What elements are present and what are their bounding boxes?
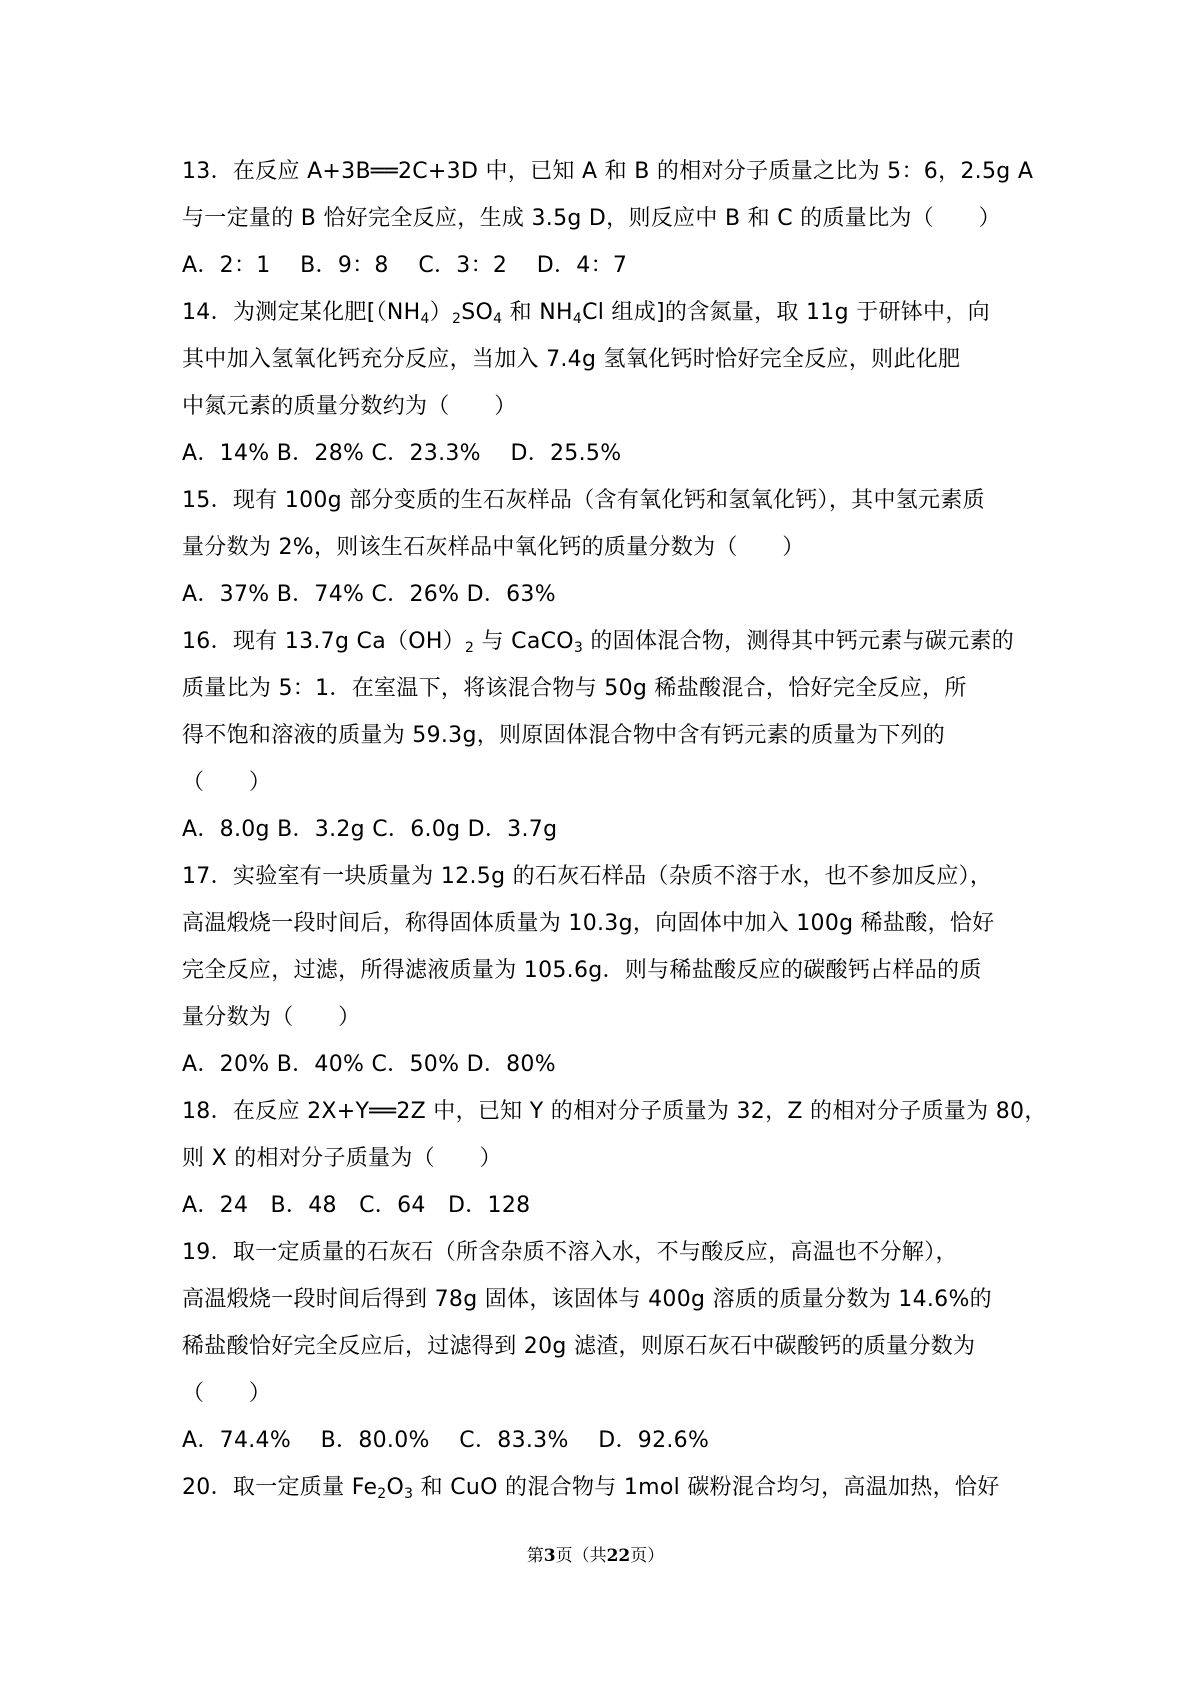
question-list [182, 148, 1047, 1511]
question-text-line: （ ） [182, 1381, 272, 1406]
question-19 [182, 1229, 1027, 1464]
answer-options: A．20% B．40% C．50% D．80% [182, 1052, 556, 1077]
question-14 [182, 289, 1027, 477]
question-text-line: 15．现有 100g 部分变质的生石灰样品（含有氧化钙和氢氧化钙），其中氢元素质 [182, 488, 985, 513]
footer-page-number: 3 [543, 1546, 556, 1566]
question-text-line: 14．为测定某化肥[$(NH_4)_2SO_4$ 和 $NH_4Cl$ 组成]的含氮量，取 11g 于研钵中，向 [182, 300, 990, 327]
question-text-line: 17．实验室有一块质量为 12.5g 的石灰石样品（杂质不溶于水，也不参加反应）， [182, 864, 993, 889]
footer-total-pages: 22 [606, 1546, 631, 1566]
question-text-line: 高温煅烧一段时间后得到 78g 固体，该固体与 400g 溶质的质量分数为 14.6%的 [182, 1287, 992, 1312]
question-text-line: 稀盐酸恰好完全反应后，过滤得到 20g 滤渣，则原石灰石中碳酸钙的质量分数为 [182, 1334, 976, 1359]
footer-suffix: 页） [630, 1546, 665, 1566]
question-text-line: 13．在反应 A+3B══2C+3D 中，已知 A 和 B 的相对分子质量之比为 5：6，2.5g A [182, 159, 1034, 184]
question-15 [182, 477, 1027, 618]
question-text-line: 完全反应，过滤，所得滤液质量为 105.6g．则与稀盐酸反应的碳酸钙占样品的质 [182, 958, 982, 983]
question-16 [182, 618, 1027, 853]
answer-options: A．74.4% B．80.0% C．83.3% D．92.6% [182, 1428, 710, 1453]
question-17 [182, 853, 1027, 1088]
question-text-line: 20．取一定质量 $Fe_2O_3$ 和 CuO 的混合物与 1mol 碳粉混合均匀，高温加热，恰好 [182, 1475, 1000, 1502]
question-text-line: 得不饱和溶液的质量为 59.3g，则原固体混合物中含有钙元素的质量为下列的 [182, 723, 946, 748]
question-text-line: 18．在反应 2X+Y══2Z 中，已知 Y 的相对分子质量为 32，Z 的相对分子质量为 80， [182, 1099, 1047, 1124]
question-text-line: 量分数为 2%，则该生石灰样品中氧化钙的质量分数为（ ） [182, 535, 805, 560]
question-text-line: 则 X 的相对分子质量为（ ） [182, 1146, 502, 1171]
question-18 [182, 1088, 1047, 1229]
question-13 [182, 148, 1034, 289]
question-text-line: 19．取一定质量的石灰石（所含杂质不溶入水，不与酸反应，高温也不分解）， [182, 1240, 958, 1265]
answer-options: A．14% B．28% C．23.3% D．25.5% [182, 441, 622, 466]
footer-mid: 页（共 [555, 1546, 607, 1566]
footer-prefix: 第 [526, 1546, 544, 1566]
question-text-line: （ ） [182, 770, 272, 795]
question-text-line: 量分数为（ ） [182, 1005, 361, 1030]
answer-options: A．37% B．74% C．26% D．63% [182, 582, 556, 607]
answer-options: A．8.0g B．3.2g C．6.0g D．3.7g [182, 817, 558, 842]
answer-options: A．2：1 B．9：8 C．3：2 D．4：7 [182, 253, 628, 278]
question-text-line: 中氮元素的质量分数约为（ ） [182, 394, 517, 419]
question-text-line: 其中加入氢氧化钙充分反应，当加入 7.4g 氢氧化钙时恰好完全反应，则此化肥 [182, 347, 961, 372]
question-text-line: 高温煅烧一段时间后，称得固体质量为 10.3g，向固体中加入 100g 稀盐酸，恰好 [182, 911, 995, 936]
question-text-line: 与一定量的 B 恰好完全反应，生成 3.5g D，则反应中 B 和 C 的质量比为（ ） [182, 206, 1001, 231]
question-text-line: 16．现有 13.7g $Ca(OH)_2$ 与 CaCO$_3$ 的固体混合物，测得其中钙元素与碳元素的 [182, 629, 1015, 656]
question-text-line: 质量比为 5：1．在室温下，将该混合物与 50g 稀盐酸混合，恰好完全反应，所 [182, 676, 967, 701]
page-footer [0, 1544, 1191, 1568]
answer-options: A．24 B．48 C．64 D．128 [182, 1193, 531, 1218]
question-20 [182, 1464, 1027, 1511]
